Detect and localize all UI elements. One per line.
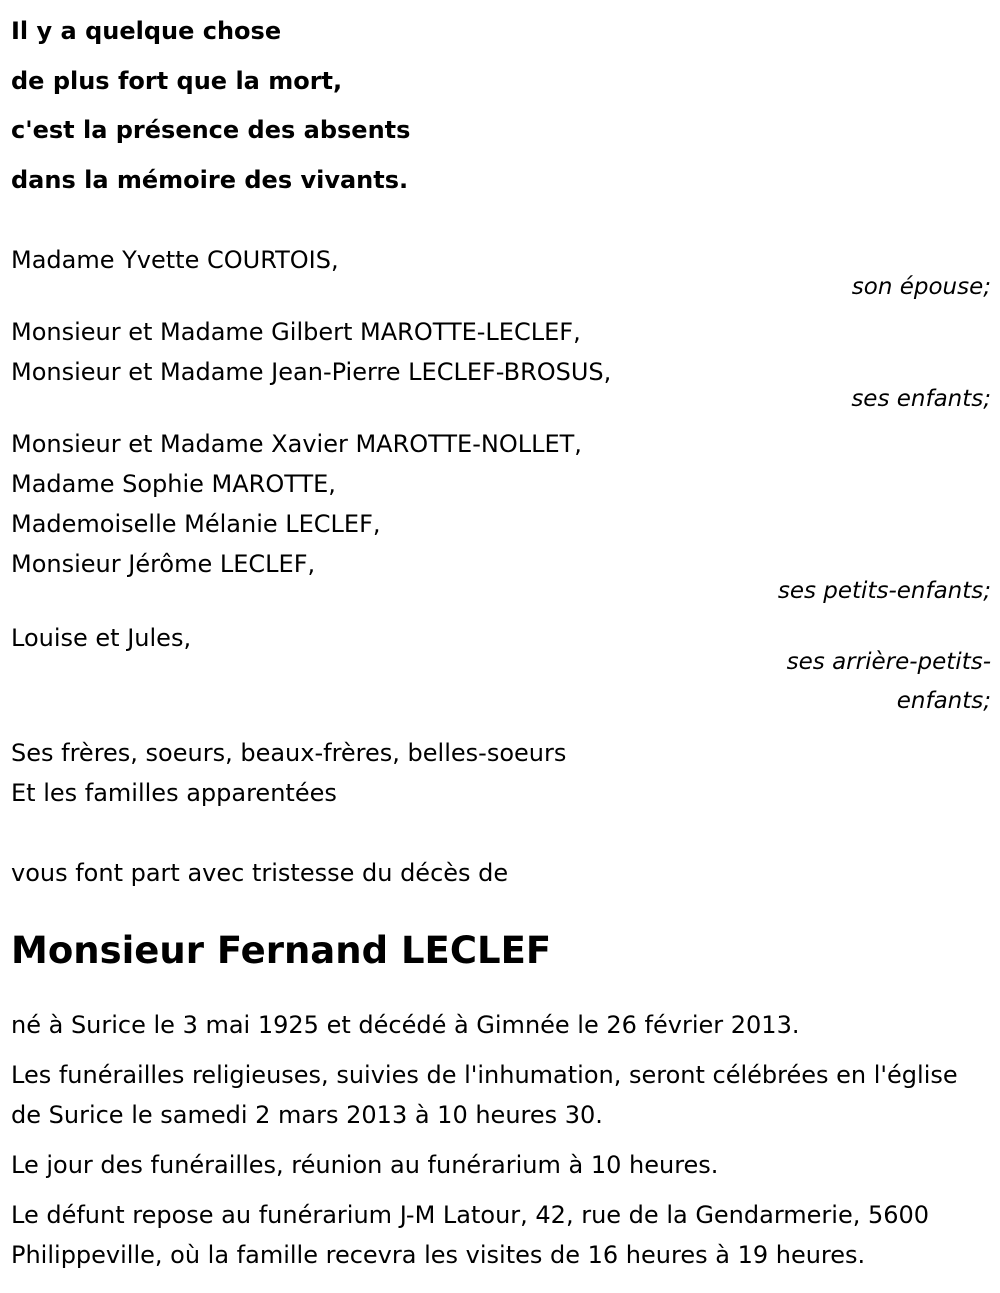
quote-line: dans la mémoire des vivants. xyxy=(11,165,409,194)
extended-family-line: Ses frères, soeurs, beaux-frères, belles-soeurs xyxy=(11,739,567,767)
quote-line: c'est la présence des absents xyxy=(11,116,411,144)
gathering-info: Le jour des funérailles, réunion au funérarium à 10 heures. xyxy=(11,1151,719,1179)
visitation-info: Le défunt repose au funérarium J-M Latour, 42, rue de la Gendarmerie, 5600 Philippeville, où la famille recevra les visites de 16 heures à 19 heures. xyxy=(11,1201,930,1269)
extended-family-line: Et les familles apparentées xyxy=(11,779,337,807)
family-member-name: Madame Yvette COURTOIS, xyxy=(11,246,339,274)
family-list xyxy=(11,240,991,813)
family-member-name: Mademoiselle Mélanie LECLEF, xyxy=(11,510,381,538)
spouse-group xyxy=(11,240,991,300)
children-group xyxy=(11,312,991,412)
family-member-name: Madame Sophie MAROTTE, xyxy=(11,470,336,498)
grandchildren-group xyxy=(11,424,991,604)
funeral-ceremony-info: Les funérailles religieuses, suivies de l'inhumation, seront célébrées en l'église de Surice le samedi 2 mars 2013 à 10 heures 30. xyxy=(11,1061,958,1129)
relation-label: son épouse; xyxy=(851,274,991,300)
relation-label: ses enfants; xyxy=(851,386,991,412)
great-grandchildren-group xyxy=(11,618,991,721)
relation-label-line: ses arrière-petits- xyxy=(786,649,991,675)
family-member-name: Monsieur et Madame Jean-Pierre LECLEF-BROSUS, xyxy=(11,358,612,386)
deceased-name: Monsieur Fernand LECLEF xyxy=(11,929,552,972)
funeral-details xyxy=(11,1005,991,1275)
family-member-name: Monsieur et Madame Xavier MAROTTE-NOLLET, xyxy=(11,430,582,458)
relation-label-line: enfants; xyxy=(896,688,991,714)
obituary-notice xyxy=(11,0,991,1285)
family-member-name: Monsieur Jérôme LECLEF, xyxy=(11,550,316,578)
announcement-text: vous font part avec tristesse du décès de xyxy=(11,859,509,887)
quote-line: de plus fort que la mort, xyxy=(11,66,343,95)
birth-death-info: né à Surice le 3 mai 1925 et décédé à Gimnée le 26 février 2013. xyxy=(11,1011,800,1039)
relation-label: ses petits-enfants; xyxy=(777,578,991,604)
extended-family xyxy=(11,733,991,813)
family-member-name: Monsieur et Madame Gilbert MAROTTE-LECLEF, xyxy=(11,318,581,346)
memorial-quote xyxy=(11,0,991,205)
quote-line: Il y a quelque chose xyxy=(11,17,282,45)
family-member-name: Louise et Jules, xyxy=(11,624,192,652)
